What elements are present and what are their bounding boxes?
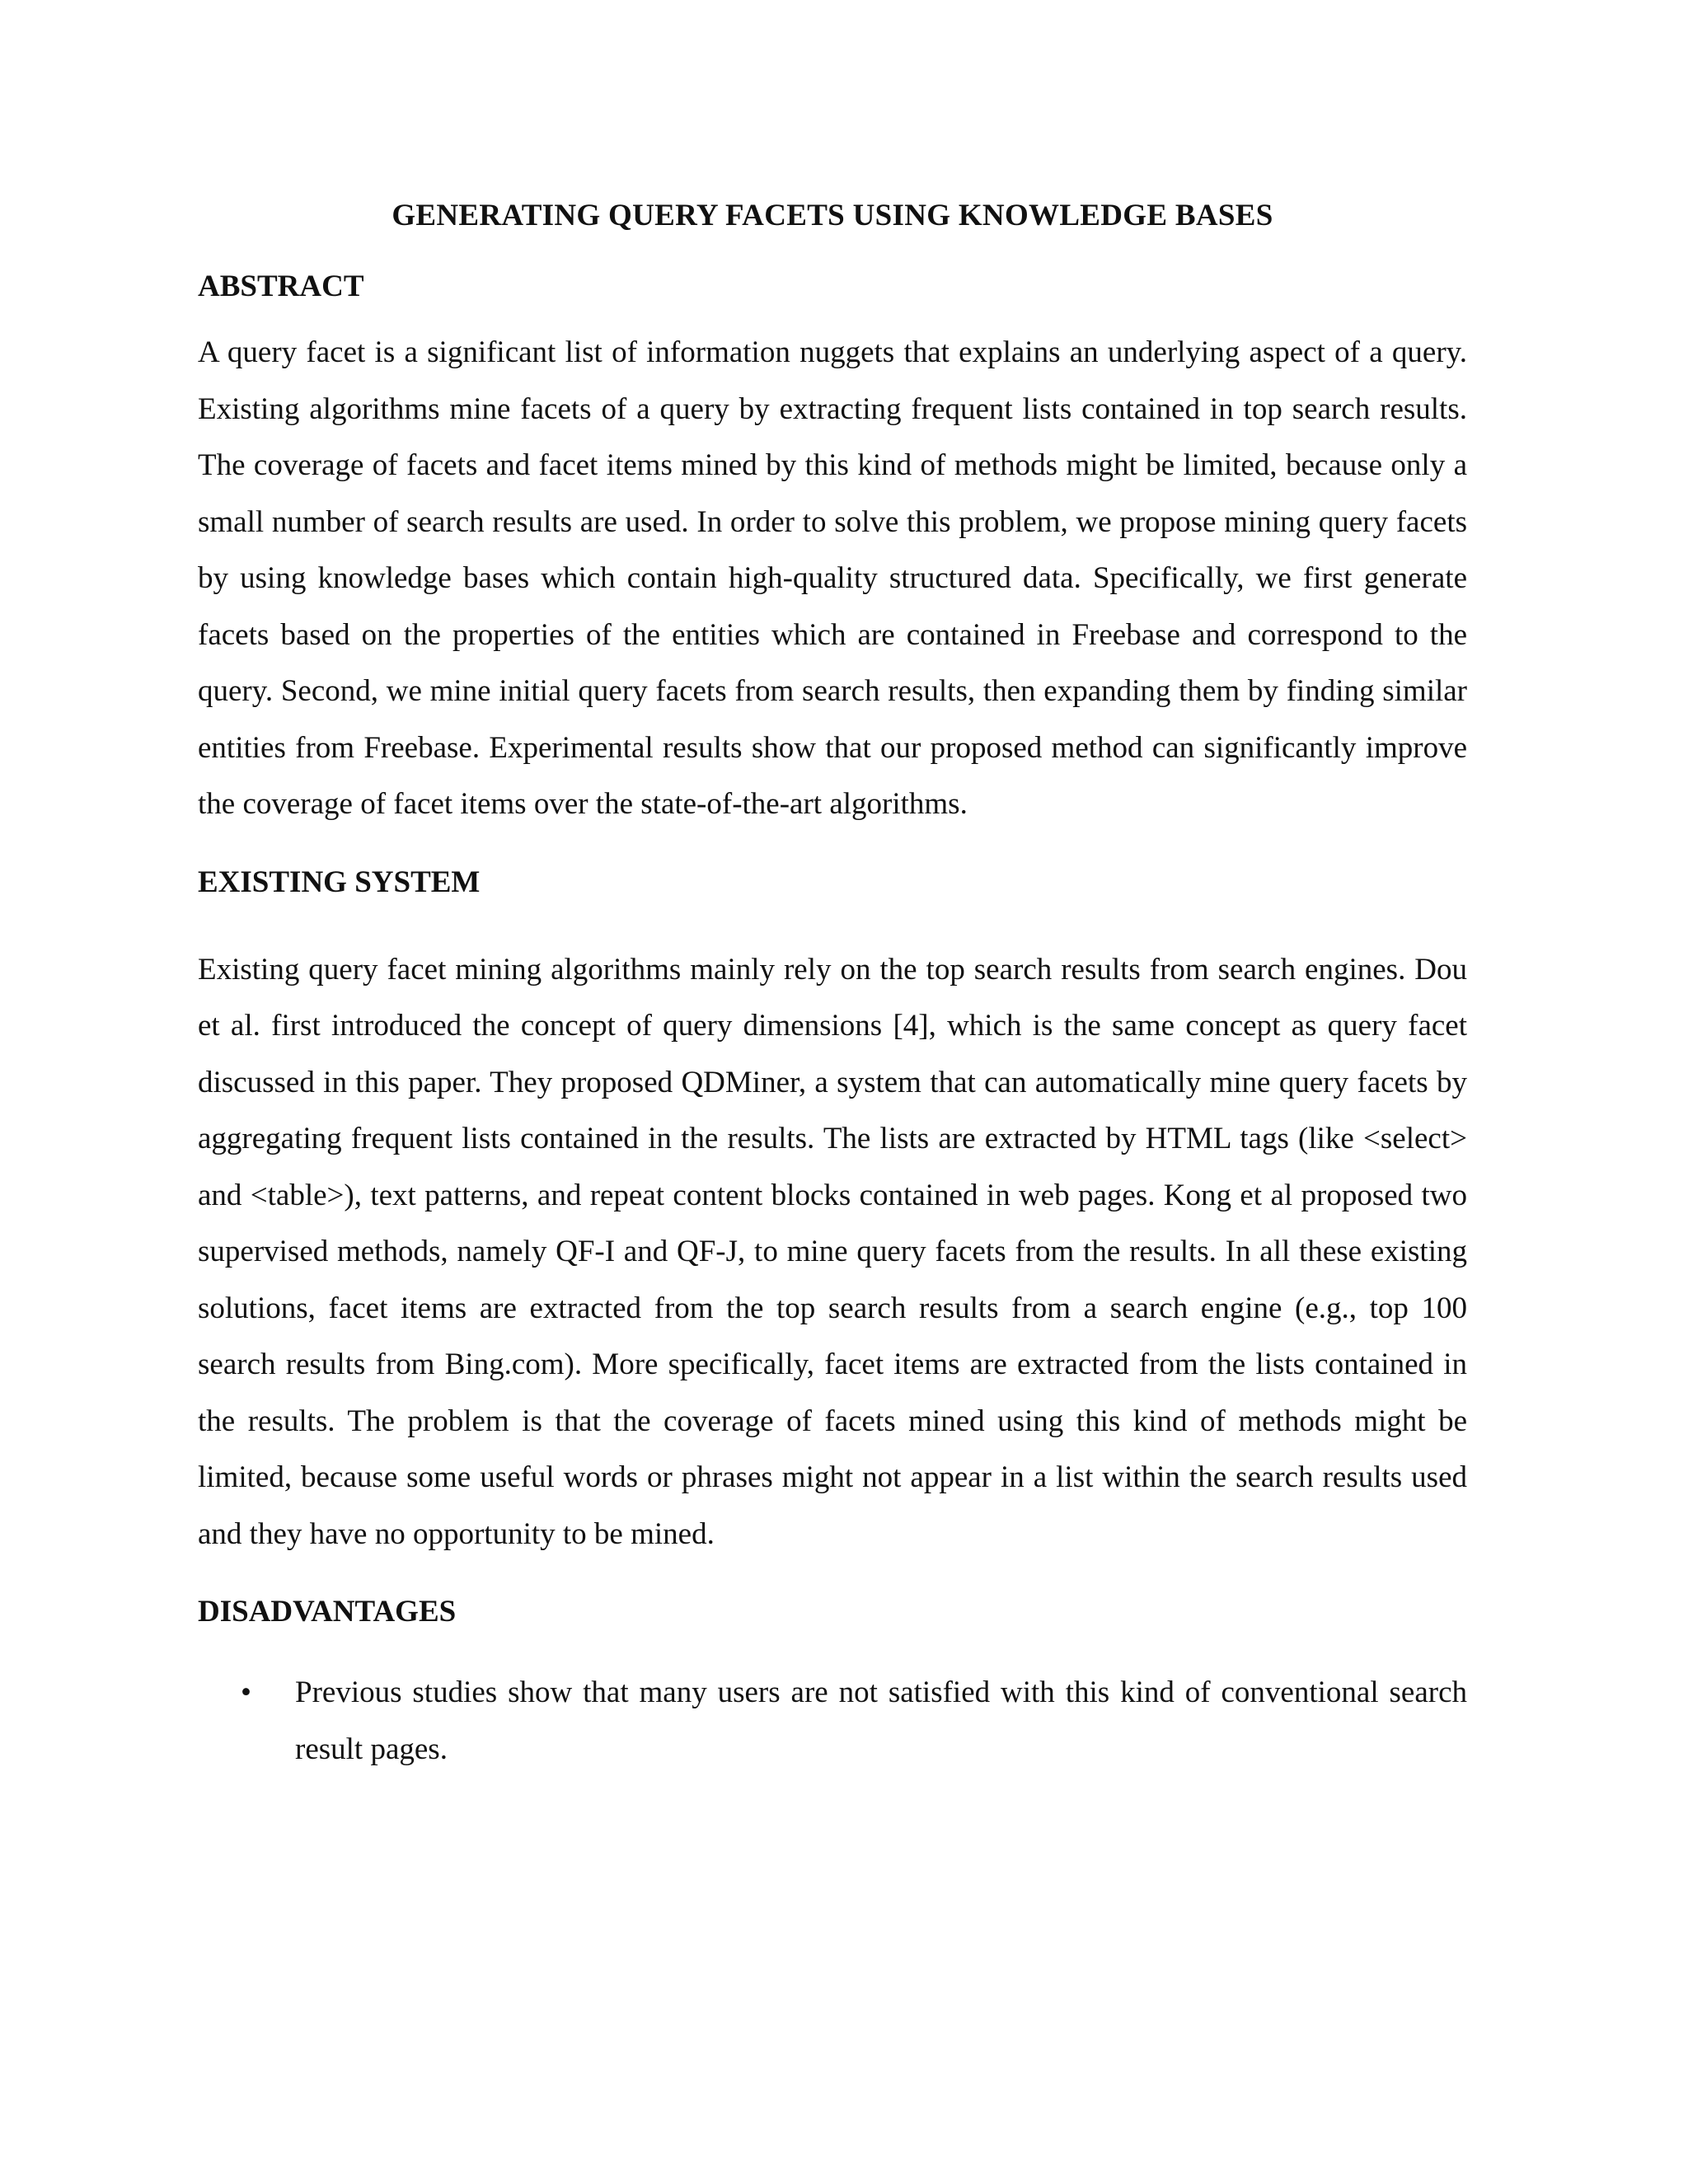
existing-system-heading: EXISTING SYSTEM: [198, 865, 481, 899]
existing-system-paragraph: Existing query facet mining algorithms mainly rely on the top search results from search engines. Dou et al. first introduced the concept of query dimensions [4], which is the same concept as query facet discussed in this paper. They proposed QDMiner, a system that can automatically mine query facets by aggregating frequent lists contained in the results. The lists are extracted by HTML tags (like <select> and <table>), text patterns, and repeat content blocks contained in web pages. Kong et al proposed two supervised methods, namely QF-I and QF-J, to mine query facets from the results. In all these existing solutions, facet items are extracted from the top search results from a search engine (e.g., top 100 search results from Bing.com). More specifically, facet items are extracted from the lists contained in the results. The problem is that the coverage of facets mined using this kind of methods might be limited, because some useful words or phrases might not appear in a list within the search results used and they have no opportunity to be mined.: [198, 952, 1467, 1551]
list-item: [198, 1665, 1467, 1778]
disadvantage-text: Previous studies show that many users are not satisfied with this kind of conventional search result pages.: [295, 1675, 1467, 1766]
bullet-icon: •: [241, 1675, 251, 1709]
document-page: [198, 196, 1467, 1778]
disadvantages-list: [198, 1665, 1467, 1778]
disadvantages-heading: DISADVANTAGES: [198, 1595, 457, 1629]
document-title: GENERATING QUERY FACETS USING KNOWLEDGE BASES: [392, 199, 1273, 232]
abstract-paragraph: A query facet is a significant list of information nuggets that explains an underlying aspect of a query. Existing algorithms mine facets of a query by extracting frequent lists contained in top search results. The coverage of facets and facet items mined by this kind of methods might be limited, because only a small number of search results are used. In order to solve this problem, we propose mining query facets by using knowledge bases which contain high-quality structured data. Specifically, we first generate facets based on the properties of the entities which are contained in Freebase and correspond to the query. Second, we mine initial query facets from search results, then expanding them by finding similar entities from Freebase. Experimental results show that our proposed method can significantly improve the coverage of facet items over the state-of-the-art algorithms.: [198, 335, 1467, 821]
abstract-heading: ABSTRACT: [198, 269, 364, 303]
